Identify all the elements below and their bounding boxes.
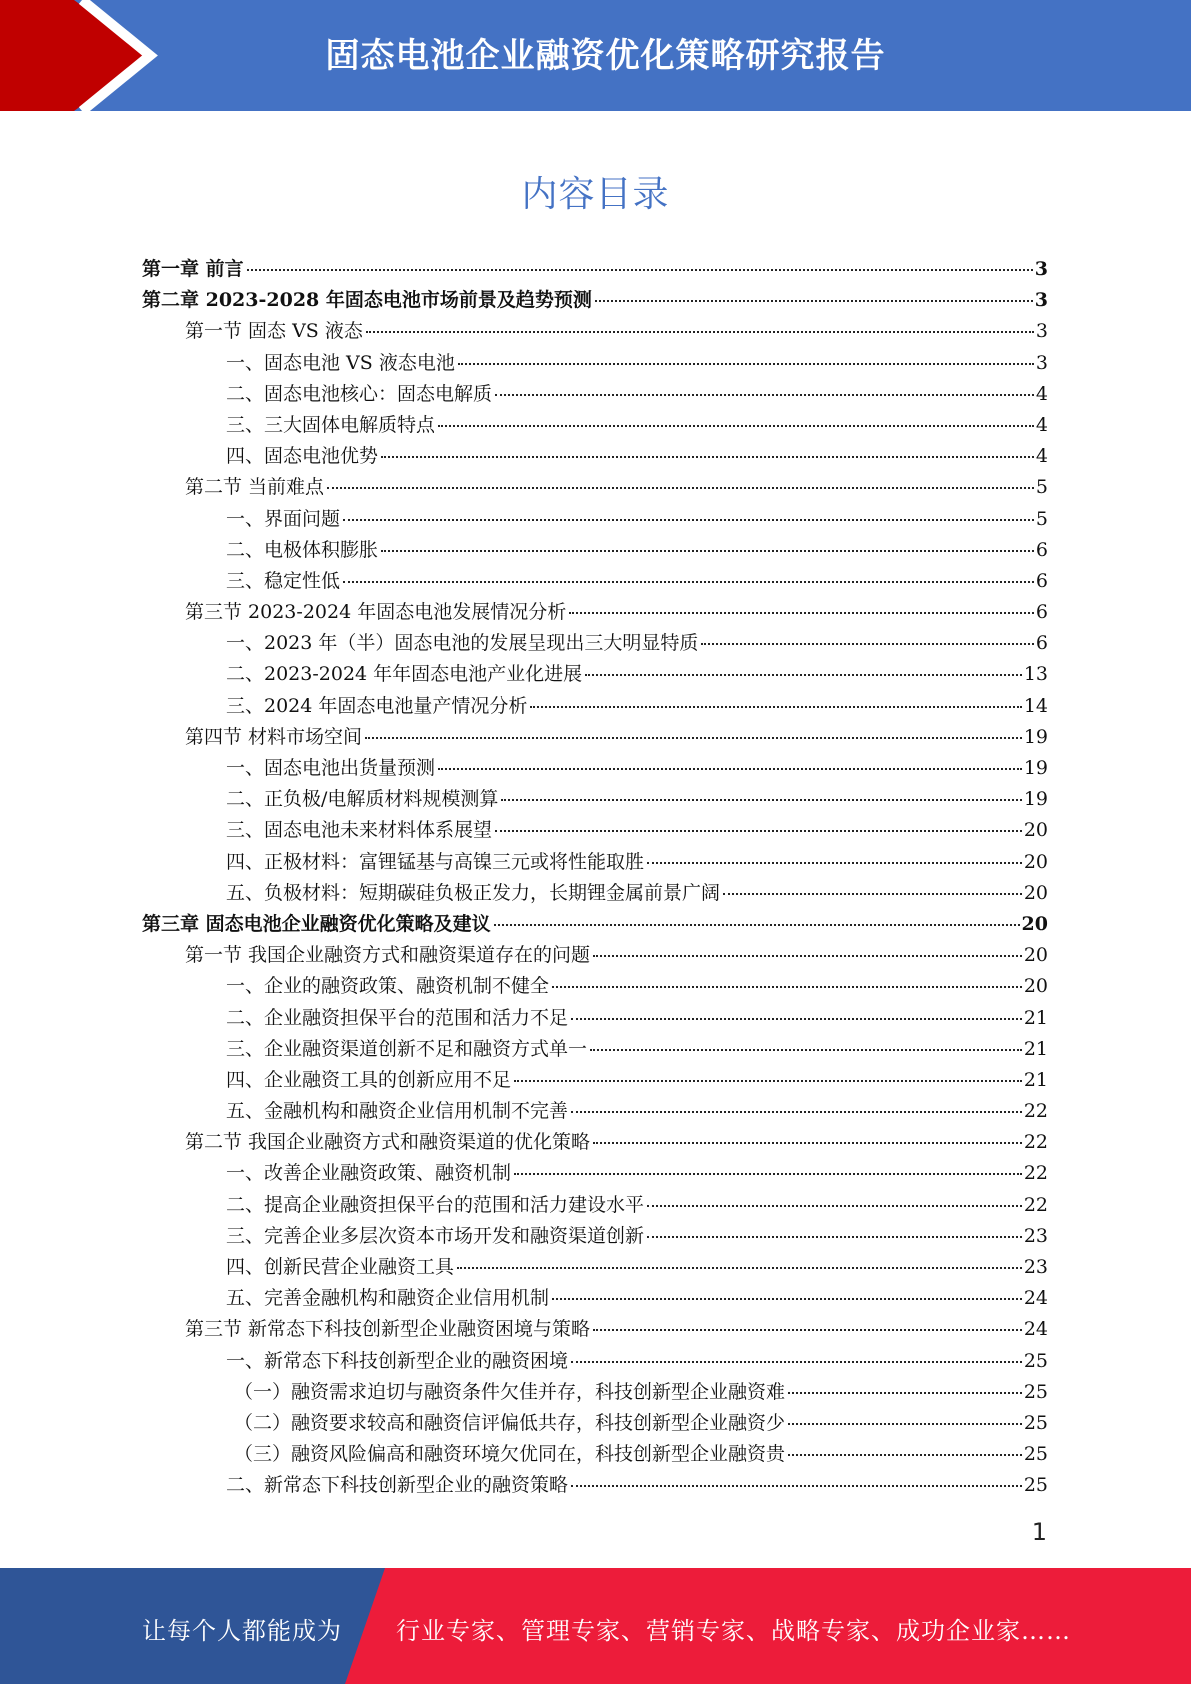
toc-entry-page: 6	[1035, 538, 1048, 561]
toc-subsection-entry[interactable]	[142, 1034, 1048, 1065]
dot-leader	[494, 924, 1020, 926]
dot-leader	[593, 1142, 1022, 1144]
toc-entry-label: 一、固态电池 VS 液态电池	[226, 351, 455, 374]
toc-entry-label: 一、新常态下科技创新型企业的融资困境	[226, 1349, 569, 1372]
toc-entry-page: 19	[1023, 725, 1048, 748]
dot-leader	[647, 862, 1022, 864]
toc-subsection-entry[interactable]	[142, 535, 1048, 566]
header-banner	[0, 0, 1191, 111]
dot-leader	[571, 1485, 1022, 1487]
toc-entry-page: 6	[1035, 601, 1048, 624]
dot-leader	[381, 456, 1034, 458]
toc-entry-page: 25	[1023, 1349, 1048, 1372]
dot-leader	[327, 487, 1034, 489]
dot-leader	[458, 363, 1034, 365]
dot-leader	[701, 643, 1034, 645]
dot-leader	[343, 519, 1034, 521]
toc-entry-label: 二、固态电池核心：固态电解质	[226, 382, 493, 405]
toc-entry-label: 第三节 新常态下科技创新型企业融资困境与策略	[185, 1318, 591, 1341]
dot-leader	[365, 737, 1022, 739]
toc-entry-label: 第四节 材料市场空间	[185, 725, 363, 748]
toc-subsection-entry[interactable]	[142, 1346, 1048, 1377]
dot-leader	[495, 830, 1022, 832]
toc-entry-page: 25	[1023, 1443, 1048, 1466]
dot-leader	[571, 1361, 1022, 1363]
toc-subsection-entry[interactable]	[142, 815, 1048, 846]
dot-leader	[552, 1298, 1022, 1300]
toc-subsection-entry[interactable]	[142, 847, 1048, 878]
toc-subsection-entry[interactable]	[142, 753, 1048, 784]
toc-entry-page: 22	[1023, 1193, 1048, 1216]
toc-subsection-entry[interactable]	[142, 566, 1048, 597]
toc-section-entry[interactable]	[142, 316, 1048, 347]
toc-subsection-entry[interactable]	[142, 379, 1048, 410]
toc-entry-page: 13	[1023, 663, 1048, 686]
toc-subsection-entry[interactable]	[142, 504, 1048, 535]
toc-subsection-entry[interactable]	[142, 628, 1048, 659]
toc-entry-label: 一、企业的融资政策、融资机制不健全	[226, 975, 550, 998]
toc-subsection-entry[interactable]	[142, 1377, 1048, 1408]
toc-subsection-entry[interactable]	[142, 659, 1048, 690]
toc-entry-label: 三、企业融资渠道创新不足和融资方式单一	[226, 1037, 588, 1060]
toc-entry-label: 三、完善企业多层次资本市场开发和融资渠道创新	[226, 1224, 645, 1247]
toc-entry-page: 22	[1023, 1131, 1048, 1154]
toc-entry-page: 22	[1023, 1100, 1048, 1123]
toc-entry-page: 6	[1035, 632, 1048, 655]
toc-section-entry[interactable]	[142, 472, 1048, 503]
dot-leader	[552, 986, 1022, 988]
dot-leader	[595, 300, 1033, 302]
toc-entry-label: 二、企业融资担保平台的范围和活力不足	[226, 1006, 569, 1029]
toc-entry-page: 20	[1023, 819, 1048, 842]
toc-entry-page: 21	[1023, 1037, 1048, 1060]
toc-entry-label: 二、电极体积膨胀	[226, 538, 379, 561]
dot-leader	[593, 955, 1022, 957]
toc-entry-label: 五、金融机构和融资企业信用机制不完善	[226, 1100, 569, 1123]
toc-subsection-entry[interactable]	[142, 441, 1048, 472]
toc-entry-page: 24	[1023, 1318, 1048, 1341]
toc-entry-page: 25	[1023, 1411, 1048, 1434]
dot-leader	[788, 1423, 1022, 1425]
toc-section-entry[interactable]	[142, 940, 1048, 971]
toc-entry-page: 23	[1023, 1224, 1048, 1247]
report-title: 固态电池企业融资优化策略研究报告	[325, 36, 886, 76]
toc-entry-label: 四、固态电池优势	[226, 445, 379, 468]
toc-subsection-entry[interactable]	[142, 410, 1048, 441]
toc-entry-label: 四、正极材料：富锂锰基与高镍三元或将性能取胜	[226, 850, 645, 873]
toc-entry-page: 14	[1023, 694, 1048, 717]
toc-entry-page: 20	[1023, 850, 1048, 873]
toc-entry-label: 二、新常态下科技创新型企业的融资策略	[226, 1474, 569, 1497]
toc-section-entry[interactable]	[142, 597, 1048, 628]
toc-entry-page: 21	[1023, 1068, 1048, 1091]
dot-leader	[495, 394, 1034, 396]
toc-entry-label: 二、2023-2024 年年固态电池产业化进展	[226, 663, 583, 686]
dot-leader	[457, 1267, 1022, 1269]
toc-entry-label: 五、完善金融机构和融资企业信用机制	[226, 1287, 550, 1310]
dot-leader	[647, 1236, 1022, 1238]
toc-entry-label: 四、企业融资工具的创新应用不足	[226, 1068, 512, 1091]
toc-section-entry[interactable]	[142, 722, 1048, 753]
toc-entry-label: 一、固态电池出货量预测	[226, 757, 436, 779]
toc-section-entry[interactable]	[142, 1127, 1048, 1158]
toc-entry-label: 第二节 当前难点	[185, 476, 325, 499]
toc-entry-label: 第二节 我国企业融资方式和融资渠道的优化策略	[185, 1131, 591, 1154]
toc-entry-page: 5	[1035, 476, 1048, 499]
toc-subsection-entry[interactable]	[142, 1065, 1048, 1096]
toc-subsection-entry[interactable]	[142, 784, 1048, 815]
toc-entry-page: 24	[1023, 1287, 1048, 1310]
toc-subsection-entry[interactable]	[142, 1283, 1048, 1314]
footer-banner	[0, 1568, 1191, 1684]
toc-entry-page: 6	[1035, 569, 1048, 592]
toc-entry-page: 3	[1034, 289, 1048, 312]
toc-entry-label: 一、改善企业融资政策、融资机制	[226, 1162, 512, 1185]
toc-entry-page: 19	[1023, 757, 1048, 779]
toc-entry-label: 二、正负极/电解质材料规模测算	[226, 788, 499, 811]
toc-entry-page: 20	[1023, 944, 1048, 967]
toc-entry-label: 第一节 固态 VS 液态	[185, 320, 363, 343]
toc-entry-label: 三、三大固体电解质特点	[226, 413, 436, 436]
toc-entry-page: 4	[1035, 413, 1048, 436]
dot-leader	[366, 331, 1034, 333]
toc-subsection-entry[interactable]	[142, 1158, 1048, 1189]
toc-entry-page: 20	[1021, 912, 1048, 935]
dot-leader	[585, 674, 1022, 676]
toc-entry-label: 三、稳定性低	[226, 569, 341, 592]
toc-entry-page: 3	[1035, 320, 1048, 343]
dot-leader	[514, 1080, 1022, 1082]
dot-leader	[501, 799, 1021, 801]
toc-subsection-entry[interactable]	[142, 348, 1048, 379]
dot-leader	[788, 1392, 1022, 1394]
toc-entry-page: 19	[1023, 788, 1048, 811]
dot-leader	[571, 1111, 1022, 1113]
dot-leader	[590, 1049, 1022, 1051]
dot-leader	[723, 893, 1022, 895]
toc-section-entry[interactable]	[142, 1314, 1048, 1345]
toc-entry-label: 二、提高企业融资担保平台的范围和活力建设水平	[226, 1193, 645, 1216]
toc-entry-page: 4	[1035, 445, 1048, 468]
page-number: 1	[1031, 1518, 1047, 1546]
toc-entry-label: 第一节 我国企业融资方式和融资渠道存在的问题	[185, 944, 591, 967]
dot-leader	[647, 1205, 1022, 1207]
dot-leader	[381, 550, 1034, 552]
toc-entry-label: 第一章 前言	[142, 258, 244, 280]
toc-entry-page: 21	[1023, 1006, 1048, 1029]
dot-leader	[343, 581, 1034, 583]
dot-leader	[438, 425, 1034, 427]
toc-subsection-entry[interactable]	[142, 1439, 1048, 1470]
footer-slogan-left: 让每个人都能成为	[142, 1617, 342, 1645]
footer-slogan-right: 行业专家、管理专家、营销专家、战略专家、成功企业家……	[396, 1617, 1071, 1645]
toc-entry-page: 25	[1023, 1380, 1048, 1403]
table-of-contents	[142, 254, 1048, 1502]
toc-chapter-entry[interactable]	[142, 909, 1048, 940]
toc-entry-label: 五、负极材料：短期碳硅负极正发力，长期锂金属前景广阔	[226, 881, 721, 904]
toc-subsection-entry[interactable]	[142, 691, 1048, 722]
toc-subsection-entry[interactable]	[142, 1003, 1048, 1034]
toc-entry-page: 4	[1035, 382, 1048, 405]
toc-chapter-entry[interactable]	[142, 254, 1048, 285]
toc-entry-label: （三）融资风险偏高和融资环境欠优同在，科技创新型企业融资贵	[234, 1443, 786, 1466]
toc-entry-label: 四、创新民营企业融资工具	[226, 1256, 455, 1278]
toc-subsection-entry[interactable]	[142, 1470, 1048, 1501]
toc-subsection-entry[interactable]	[142, 1221, 1048, 1252]
dot-leader	[438, 768, 1022, 770]
dot-leader	[530, 706, 1021, 708]
toc-entry-label: 一、界面问题	[226, 507, 341, 530]
toc-entry-label: 第二章 2023-2028 年固态电池市场前景及趋势预测	[142, 289, 592, 312]
toc-subsection-entry[interactable]	[142, 1096, 1048, 1127]
toc-subsection-entry[interactable]	[142, 878, 1048, 909]
toc-entry-page: 25	[1023, 1474, 1048, 1497]
dot-leader	[514, 1173, 1022, 1175]
toc-subsection-entry[interactable]	[142, 971, 1048, 1002]
toc-entry-label: 三、固态电池未来材料体系展望	[226, 819, 493, 842]
dot-leader	[571, 1018, 1022, 1020]
toc-entry-label: （一）融资需求迫切与融资条件欠佳并存，科技创新型企业融资难	[234, 1380, 786, 1403]
toc-subsection-entry[interactable]	[142, 1408, 1048, 1439]
toc-subsection-entry[interactable]	[142, 1190, 1048, 1221]
dot-leader	[247, 269, 1033, 271]
toc-entry-page: 20	[1023, 975, 1048, 998]
toc-entry-page: 22	[1023, 1162, 1048, 1185]
toc-entry-page: 3	[1035, 351, 1048, 374]
toc-chapter-entry[interactable]	[142, 285, 1048, 316]
toc-subsection-entry[interactable]	[142, 1252, 1048, 1283]
toc-entry-label: 三、2024 年固态电池量产情况分析	[226, 694, 528, 717]
toc-entry-label: 第三节 2023-2024 年固态电池发展情况分析	[185, 601, 567, 624]
toc-heading: 内容目录	[521, 174, 670, 215]
toc-entry-page: 23	[1023, 1256, 1048, 1278]
dot-leader	[569, 612, 1034, 614]
toc-entry-page: 20	[1023, 881, 1048, 904]
toc-entry-label: 一、2023 年（半）固态电池的发展呈现出三大明显特质	[226, 632, 699, 655]
dot-leader	[593, 1329, 1022, 1331]
toc-entry-label: 第三章 固态电池企业融资优化策略及建议	[142, 912, 491, 935]
toc-entry-page: 5	[1035, 507, 1048, 530]
toc-entry-page: 3	[1034, 258, 1048, 280]
toc-entry-label: （二）融资要求较高和融资信评偏低共存，科技创新型企业融资少	[234, 1411, 786, 1434]
dot-leader	[788, 1454, 1022, 1456]
